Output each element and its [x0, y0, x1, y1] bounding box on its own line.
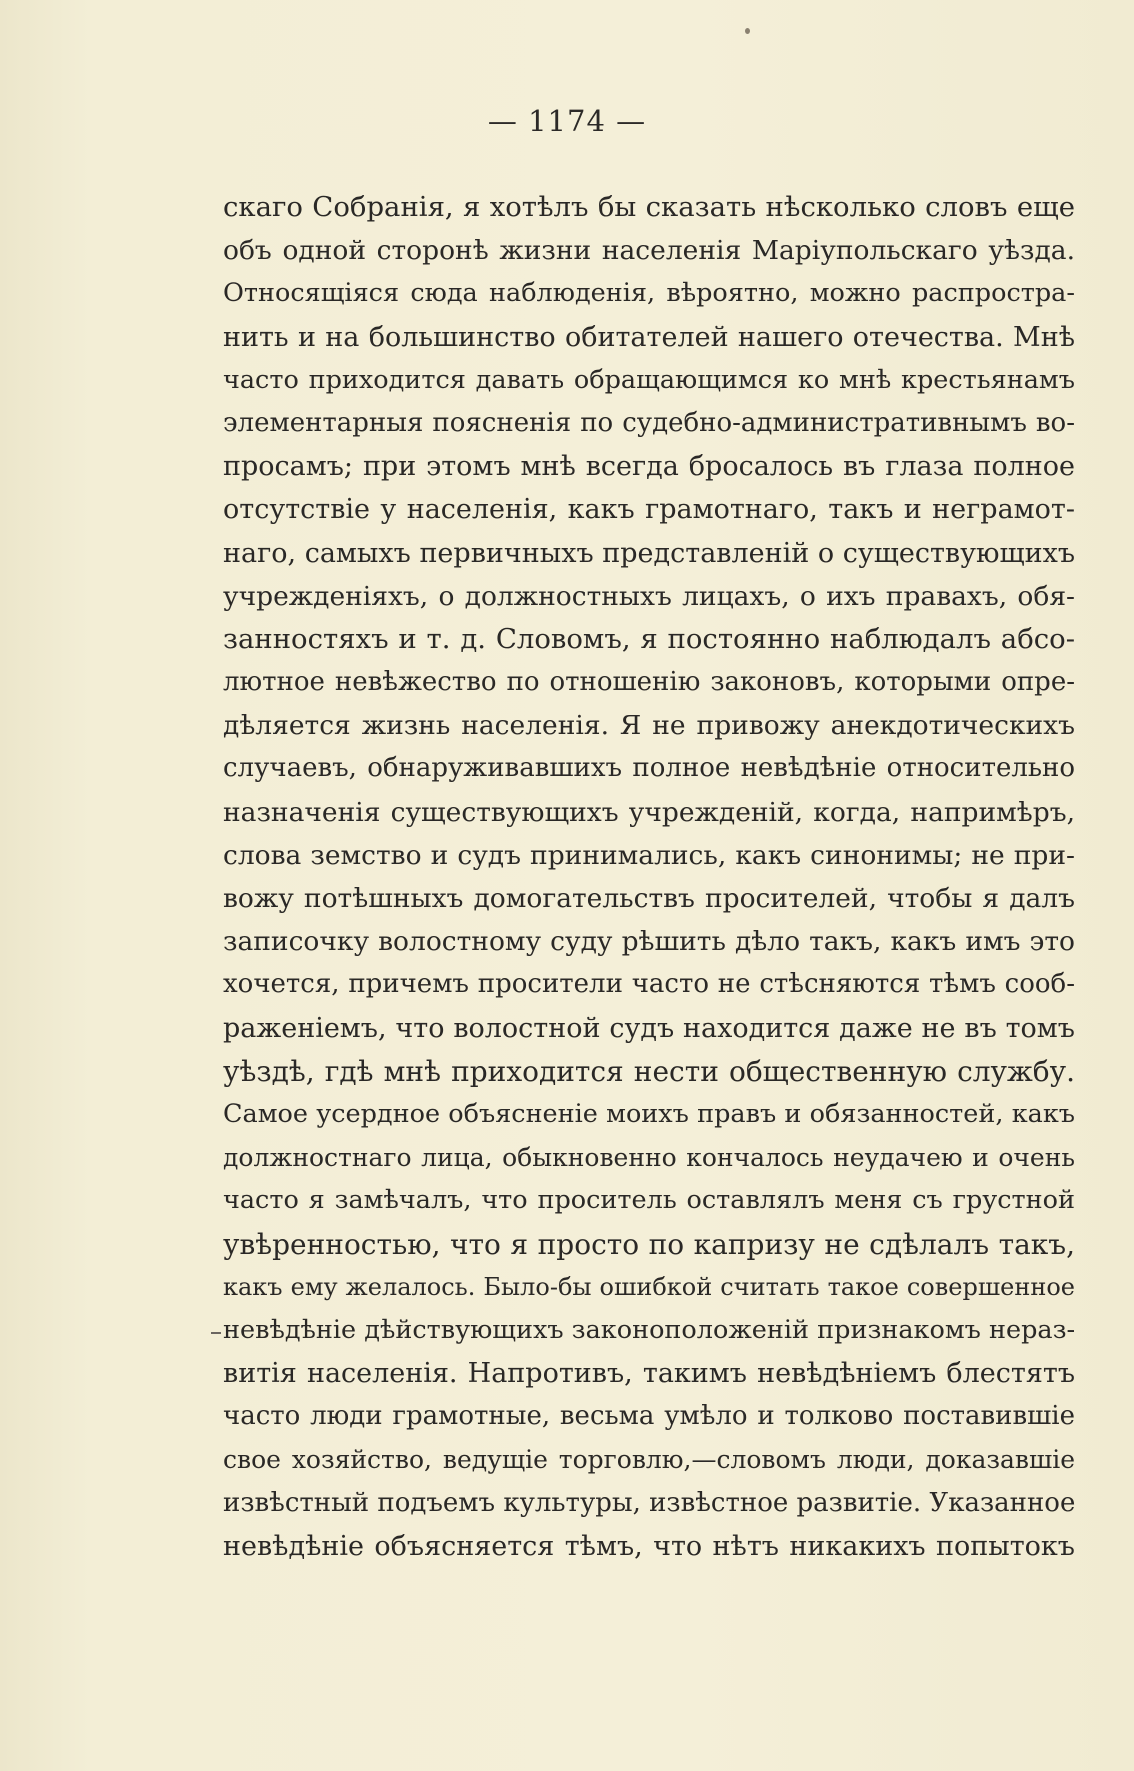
- text-line: невѣдѣніе дѣйствующихъ законоположеній признакомъ нераз-: [223, 1314, 1075, 1345]
- margin-mark: [211, 1332, 221, 1334]
- text-line: витія населенія. Напротивъ, такимъ невѣдѣніемъ блестятъ: [223, 1358, 1075, 1390]
- text-line: Относящіяся сюда наблюденія, вѣроятно, можно распростра-: [223, 278, 1075, 309]
- ink-speck: [745, 28, 750, 34]
- text-line: вожу потѣшныхъ домогательствъ просителей, чтобы я далъ: [223, 883, 1075, 914]
- text-line: невѣдѣніе объясняется тѣмъ, что нѣтъ никакихъ попытокъ: [223, 1530, 1075, 1562]
- text-line: записочку волостному суду рѣшить дѣло такъ, какъ имъ это: [223, 926, 1075, 958]
- text-line: слова земство и судъ принимались, какъ синонимы; не при-: [223, 839, 1075, 871]
- text-line: должностнаго лица, обыкновенно кончалось неудачею и очень: [223, 1143, 1075, 1173]
- text-line: извѣстный подъемъ культуры, извѣстное развитіе. Указанное: [223, 1487, 1075, 1518]
- page-number: — 1174 —: [487, 104, 647, 138]
- text-line: уѣздѣ, гдѣ мнѣ приходится нести общественную службу.: [223, 1054, 1075, 1088]
- text-line: лютное невѣжество по отношенію законовъ, которыми опре-: [223, 667, 1075, 698]
- text-line: случаевъ, обнаруживавшихъ полное невѣдѣніе относительно: [223, 753, 1075, 784]
- text-line: часто я замѣчалъ, что проситель оставлялъ меня съ грустной: [223, 1185, 1075, 1216]
- text-line: назначенія существующихъ учрежденій, когда, напримѣръ,: [223, 796, 1075, 828]
- text-line: просамъ; при этомъ мнѣ всегда бросалось въ глаза полное: [223, 451, 1075, 483]
- text-line: увѣренностью, что я просто по капризу не сдѣлалъ такъ,: [223, 1227, 1075, 1261]
- text-line: раженіемъ, что волостной судъ находится даже не въ томъ: [223, 1012, 1075, 1044]
- body-text: [223, 186, 1075, 1568]
- text-line: часто люди грамотные, весьма умѣло и толково поставившіе: [223, 1401, 1075, 1432]
- text-line: свое хозяйство, ведущіе торговлю,—словомъ люди, доказавшіе: [223, 1445, 1075, 1475]
- text-line: нить и на большинство обитателей нашего отечества. Мнѣ: [223, 321, 1075, 353]
- text-line: объ одной сторонѣ жизни населенія Маріупольскаго уѣзда.: [223, 235, 1075, 267]
- text-line: хочется, причемъ просители часто не стѣсняются тѣмъ сооб-: [223, 969, 1075, 1000]
- text-line: отсутствіе у населенія, какъ грамотнаго, такъ и неграмот-: [223, 494, 1075, 526]
- text-line: наго, самыхъ первичныхъ представленій о существующихъ: [223, 537, 1075, 569]
- text-line: учрежденіяхъ, о должностныхъ лицахъ, о ихъ правахъ, обя-: [223, 580, 1075, 612]
- text-line: скаго Собранія, я хотѣлъ бы сказать нѣсколько словъ еще: [223, 191, 1075, 223]
- text-line: Самое усердное объясненіе моихъ правъ и обязанностей, какъ: [223, 1098, 1075, 1129]
- text-line: занностяхъ и т. д. Словомъ, я постоянно наблюдалъ абсо-: [223, 622, 1075, 655]
- text-line: элементарныя поясненія по судебно-административнымъ во-: [223, 407, 1075, 438]
- text-line: какъ ему желалось. Было-бы ошибкой считать такое совершенное: [223, 1272, 1075, 1301]
- text-line: дѣляется жизнь населенія. Я не привожу анекдотическихъ: [223, 710, 1075, 742]
- text-line: часто приходится давать обращающимся ко мнѣ крестьянамъ: [223, 364, 1075, 395]
